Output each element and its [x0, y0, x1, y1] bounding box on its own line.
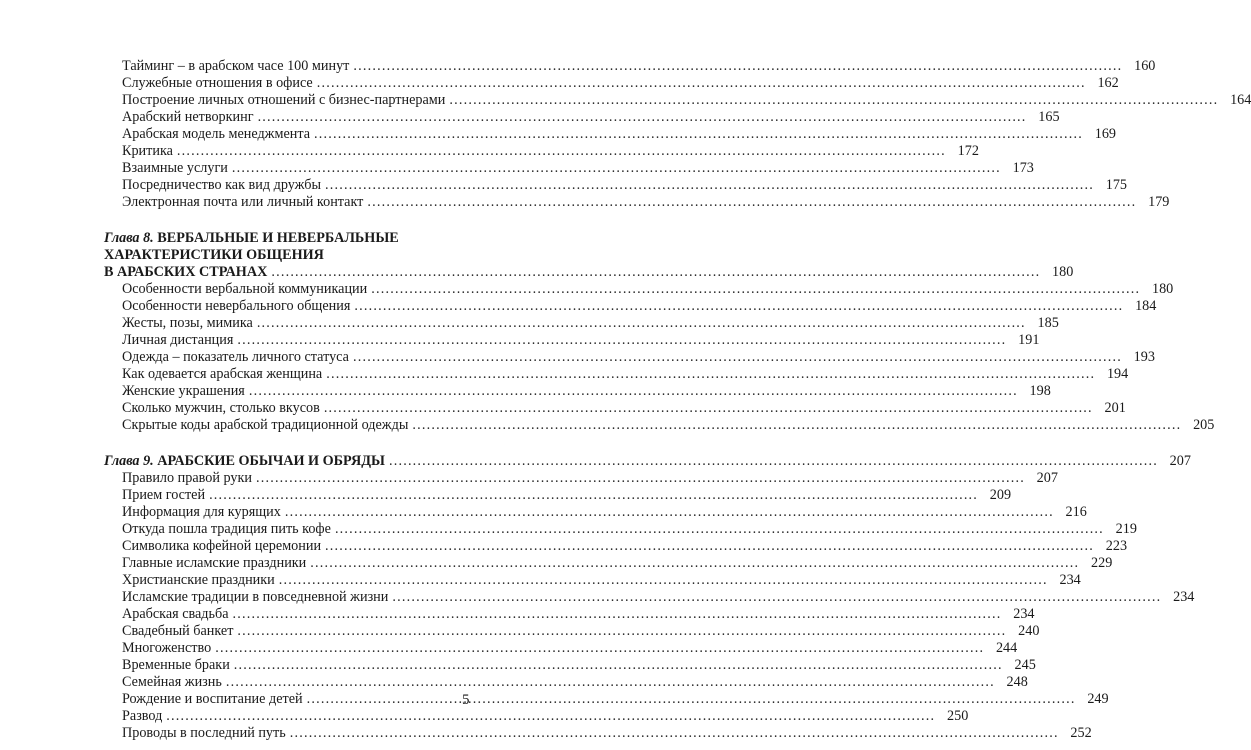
leader-dots	[256, 470, 1025, 487]
toc-entry-label: Арабская модель менеджмента	[122, 126, 311, 142]
toc-entry-label: Развод	[122, 708, 163, 724]
toc-entry-label: Откуда пошла традиция пить кофе	[122, 521, 331, 537]
toc-entry-label: Построение личных отношений с бизнес-партнерами	[122, 92, 446, 108]
toc-entry-page: 201	[1104, 400, 1126, 416]
toc-entry-page: 229	[1091, 555, 1113, 571]
leader-dots	[314, 126, 1083, 143]
toc-entry-page: 240	[1018, 623, 1040, 639]
toc-entry-page: 160	[1134, 58, 1156, 74]
leader-dots	[325, 177, 1094, 194]
toc-entry-label: Критика	[122, 143, 173, 159]
toc-entry-label: Проводы в последний путь	[122, 725, 286, 741]
toc-entry[interactable]	[104, 623, 1040, 640]
toc-entry[interactable]	[104, 725, 1092, 742]
toc-entry-label: Христианские праздники	[122, 572, 275, 588]
leader-dots	[177, 143, 946, 160]
toc-entry-page: 175	[1105, 177, 1127, 193]
toc-entry[interactable]	[104, 281, 1174, 298]
leader-dots	[290, 725, 1059, 742]
toc-entry-label: Тайминг – в арабском часе 100 минут	[122, 58, 350, 74]
toc-entry-page: 179	[1148, 194, 1170, 210]
toc-entry-page: 249	[1087, 691, 1109, 707]
leader-dots	[367, 194, 1136, 211]
toc-entry-page: 223	[1105, 538, 1128, 554]
chapter-heading-last-line[interactable]	[104, 264, 1074, 281]
leader-dots	[389, 453, 1158, 470]
toc-entry-label: Как одевается арабская женщина	[122, 366, 323, 382]
toc-entry-label: Арабская свадьба	[122, 606, 229, 622]
toc-entry-label: Служебные отношения в офисе	[122, 75, 313, 91]
toc-entry[interactable]	[104, 109, 1060, 126]
toc-entry[interactable]	[104, 383, 1051, 400]
leader-dots	[285, 504, 1054, 521]
leader-dots	[258, 109, 1027, 126]
toc-entry-page: 205	[1193, 417, 1215, 433]
toc-entry[interactable]	[104, 126, 1117, 143]
toc-entry[interactable]	[104, 674, 1028, 691]
toc-entry-label: Символика кофейной церемонии	[122, 538, 322, 554]
leader-dots	[166, 708, 935, 725]
toc-entry-label: Скрытые коды арабской традиционной одежды	[122, 417, 409, 433]
toc-entry-page: 244	[995, 640, 1018, 656]
chapter-title: АРАБСКИЕ ОБЫЧАИ И ОБРЯДЫ	[157, 453, 385, 469]
toc-entry-page: 219	[1115, 521, 1137, 537]
toc-entry[interactable]	[104, 691, 1109, 708]
toc-entry-page: 234	[1059, 572, 1081, 588]
toc-entry-page: 191	[1018, 332, 1040, 348]
leader-dots	[233, 606, 1002, 623]
toc-entry-page: 173	[1012, 160, 1034, 176]
leader-dots	[335, 521, 1104, 538]
toc-entry[interactable]	[104, 177, 1127, 194]
leader-dots	[371, 281, 1140, 298]
toc-entry[interactable]	[104, 194, 1170, 211]
toc-entry-label: Правило правой руки	[122, 470, 252, 486]
toc-entry-label: Рождение и воспитание детей	[122, 691, 303, 707]
toc-entry-page: 184	[1135, 298, 1157, 314]
leader-dots	[271, 264, 1040, 281]
toc-section-chapter-9	[104, 453, 1195, 742]
leader-dots	[237, 623, 1006, 640]
toc-entry-page: 252	[1070, 725, 1092, 741]
toc-entry[interactable]	[104, 487, 1012, 504]
chapter-heading[interactable]	[104, 230, 484, 247]
toc-entry-label: Временные браки	[122, 657, 230, 673]
leader-dots	[317, 75, 1086, 92]
toc-entry-page: 245	[1014, 657, 1036, 673]
toc-entry-label: Семейная жизнь	[122, 674, 222, 690]
toc-entry-label: Особенности вербальной коммуникации	[122, 281, 368, 297]
toc-entry-page: 250	[947, 708, 969, 724]
chapter-title-line: ХАРАКТЕРИСТИКИ ОБЩЕНИЯ	[104, 247, 324, 263]
chapter-page: 180	[1052, 264, 1074, 280]
leader-dots	[307, 691, 1076, 708]
toc-entry-page: 164	[1230, 92, 1251, 108]
leader-dots	[392, 589, 1161, 606]
toc-entry-label: Личная дистанция	[122, 332, 234, 348]
toc-entry-page: 194	[1106, 366, 1129, 382]
toc-entry-label: Жесты, позы, мимика	[122, 315, 253, 331]
toc-entry-page: 172	[957, 143, 979, 159]
toc-entry-label: Арабский нетворкинг	[122, 109, 254, 125]
leader-dots	[232, 160, 1001, 177]
toc-entry[interactable]	[104, 366, 1129, 383]
toc-entry[interactable]	[104, 92, 1251, 109]
toc-entry-label: Главные исламские праздники	[122, 555, 307, 571]
toc-entry[interactable]	[104, 538, 1128, 555]
leader-dots	[449, 92, 1218, 109]
toc-entry-label: Свадебный банкет	[122, 623, 234, 639]
chapter-page: 207	[1169, 453, 1191, 469]
toc-entry[interactable]	[104, 589, 1195, 606]
toc-entry[interactable]	[104, 349, 1155, 366]
toc-entry[interactable]	[104, 504, 1087, 521]
leader-dots	[209, 487, 978, 504]
leader-dots	[237, 332, 1006, 349]
leader-dots	[325, 538, 1094, 555]
toc-entry-label: Одежда – показатель личного статуса	[122, 349, 349, 365]
toc-entry-page: 193	[1133, 349, 1155, 365]
toc-entry[interactable]	[104, 315, 1059, 332]
toc-entry-label: Взаимные услуги	[122, 160, 228, 176]
toc-entry[interactable]	[104, 400, 1126, 417]
toc-entry[interactable]	[104, 470, 1058, 487]
toc-entry[interactable]	[104, 58, 1156, 75]
table-of-contents	[104, 58, 1251, 742]
toc-entry[interactable]	[104, 143, 979, 160]
toc-entry-label: Электронная почта или личный контакт	[122, 194, 364, 210]
toc-entry-label: Особенности невербального общения	[122, 298, 351, 314]
toc-entry[interactable]	[104, 708, 969, 725]
toc-entry-page: 198	[1029, 383, 1051, 399]
toc-entry[interactable]	[104, 657, 1036, 674]
toc-entry[interactable]	[104, 160, 1034, 177]
leader-dots	[249, 383, 1018, 400]
leader-dots	[234, 657, 1003, 674]
toc-entry[interactable]	[104, 572, 1081, 589]
toc-entry[interactable]	[104, 555, 1113, 572]
toc-entry-page: 162	[1097, 75, 1119, 91]
toc-entry-label: Исламские традиции в повседневной жизни	[122, 589, 389, 605]
leader-dots	[354, 298, 1123, 315]
toc-entry-label: Посредничество как вид дружбы	[122, 177, 321, 193]
leader-dots	[353, 349, 1122, 366]
chapter-number: Глава 8.	[104, 230, 154, 246]
chapter-title-line: ВЕРБАЛЬНЫЕ И НЕВЕРБАЛЬНЫЕ	[157, 230, 399, 246]
chapter-heading[interactable]	[104, 453, 1191, 470]
leader-dots	[353, 58, 1122, 75]
leader-dots	[310, 555, 1079, 572]
toc-section-continued	[104, 58, 1251, 211]
toc-entry-label: Женские украшения	[122, 383, 245, 399]
toc-entry[interactable]	[104, 606, 1035, 623]
toc-entry-page: 234	[1173, 589, 1195, 605]
chapter-number: Глава 9.	[104, 453, 154, 469]
toc-entry-page: 216	[1065, 504, 1087, 520]
toc-entry-page: 165	[1038, 109, 1060, 125]
toc-entry-page: 248	[1006, 674, 1028, 690]
toc-entry-page: 185	[1037, 315, 1059, 331]
leader-dots	[257, 315, 1026, 332]
toc-entry-page: 207	[1036, 470, 1058, 486]
leader-dots	[226, 674, 995, 691]
toc-entry-label: Сколько мужчин, столько вкусов	[122, 400, 320, 416]
leader-dots	[412, 417, 1181, 434]
toc-entry-page: 180	[1151, 281, 1174, 297]
toc-entry[interactable]	[104, 75, 1119, 92]
toc-entry-label: Информация для курящих	[122, 504, 281, 520]
toc-entry[interactable]	[104, 521, 1137, 538]
toc-section-chapter-8	[104, 230, 1215, 434]
toc-entry-label: Прием гостей	[122, 487, 206, 503]
leader-dots	[215, 640, 984, 657]
toc-entry[interactable]	[104, 417, 1215, 434]
toc-entry-page: 169	[1094, 126, 1117, 142]
toc-entry[interactable]	[104, 332, 1040, 349]
leader-dots	[326, 366, 1095, 383]
chapter-title-line: В АРАБСКИХ СТРАНАХ	[104, 264, 268, 280]
leader-dots	[324, 400, 1093, 417]
toc-entry-label: Многоженство	[122, 640, 212, 656]
toc-entry-page: 209	[989, 487, 1012, 503]
toc-entry[interactable]	[104, 640, 1018, 657]
page-number: 5	[462, 692, 470, 708]
leader-dots	[279, 572, 1048, 589]
toc-entry-page: 234	[1013, 606, 1035, 622]
toc-entry[interactable]	[104, 298, 1157, 315]
